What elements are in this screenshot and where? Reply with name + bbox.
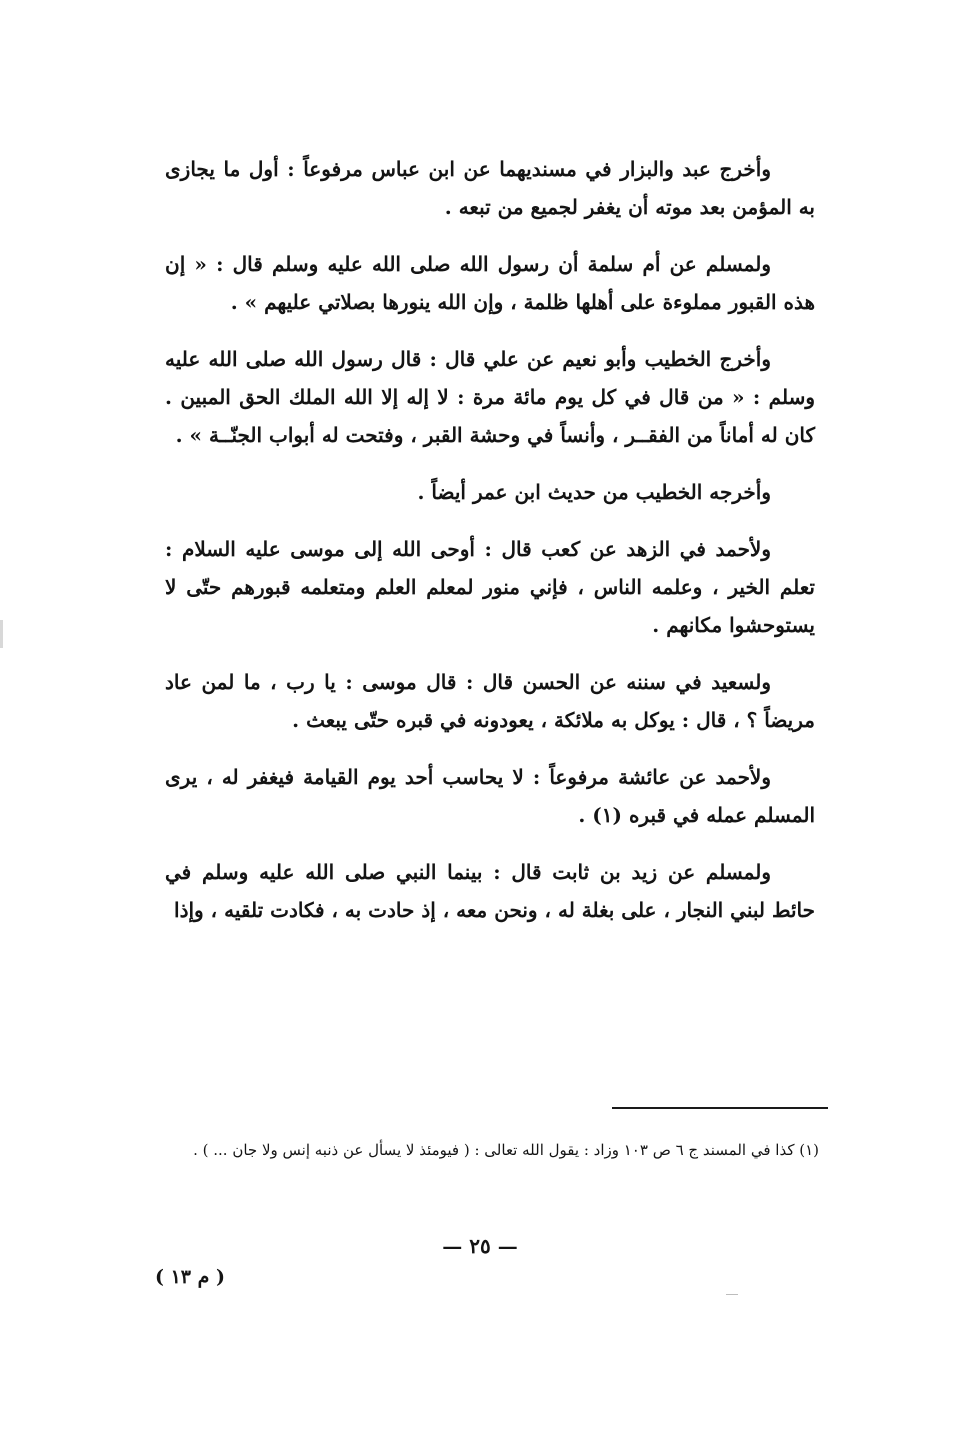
footnote: (١) كذا في المسند ج ٦ ص ١٠٣ وزاد : يقول الله تعالى : ( فيومئذ لا يسأل عن ذنبه إنس ولا جان ... ) .: [193, 1141, 819, 1159]
paragraph-8: ولمسلم عن زيد بن ثابت قال : بينما النبي صلى الله عليه وسلم في حائط لبني النجار ، على بغلة له ، ونحن معه ، إذ حادت به ، فكادت تلقيه ، وإذا: [165, 860, 815, 922]
scan-edge-mark: [0, 620, 3, 648]
paragraph-6: ولسعيد في سننه عن الحسن قال : قال موسى : يا رب ، ما لمن عاد مريضاً ؟ ، قال : يوكل به ملائكة ، يعودونه في قبره حتّى يبعث .: [165, 670, 815, 732]
main-text: [165, 150, 815, 929]
paragraph-1: وأخرج عبد والبزار في مسنديهما عن ابن عباس مرفوعاً : أول ما يجازى به المؤمن بعد موته أن يغفر لجميع من تبعه .: [165, 157, 815, 219]
paragraph-7: ولأحمد عن عائشة مرفوعاً : لا يحاسب أحد يوم القيامة فيغفر له ، يرى المسلم عمله في قبره (١) .: [165, 765, 815, 827]
paragraph-4: وأخرجه الخطيب من حديث ابن عمر أيضاً .: [417, 480, 771, 504]
scan-speck: [726, 1294, 738, 1295]
paragraph-5: ولأحمد في الزهد عن كعب قال : أوحى الله إلى موسى عليه السلام : تعلم الخير ، وعلمه الناس ، فإني منور لمعلم العلم ومتعلمه قبورهم حتّى لا يستوحشوا مكانهم .: [165, 537, 815, 637]
paragraph-3: وأخرج الخطيب وأبو نعيم عن علي قال : قال رسول الله صلى الله عليه وسلم : « من قال في كل يوم مائة مرة : لا إله إلا الله الملك الحق المبين . كان له أماناً من الفقــر ، وأنساً في وحشة القبر ، وفتحت له أبواب الجنّــة » .: [165, 347, 815, 447]
page-number: — ٢٥ —: [442, 1234, 518, 1258]
signature-mark: ( م ١٣ ): [154, 1266, 225, 1288]
paragraph-2: ولمسلم عن أم سلمة أن رسول الله صلى الله عليه وسلم قال : « إن هذه القبور مملوءة على أهلها ظلمة ، وإن الله ينورها بصلاتي عليهم » .: [165, 252, 815, 314]
footnote-separator: [612, 1107, 828, 1109]
